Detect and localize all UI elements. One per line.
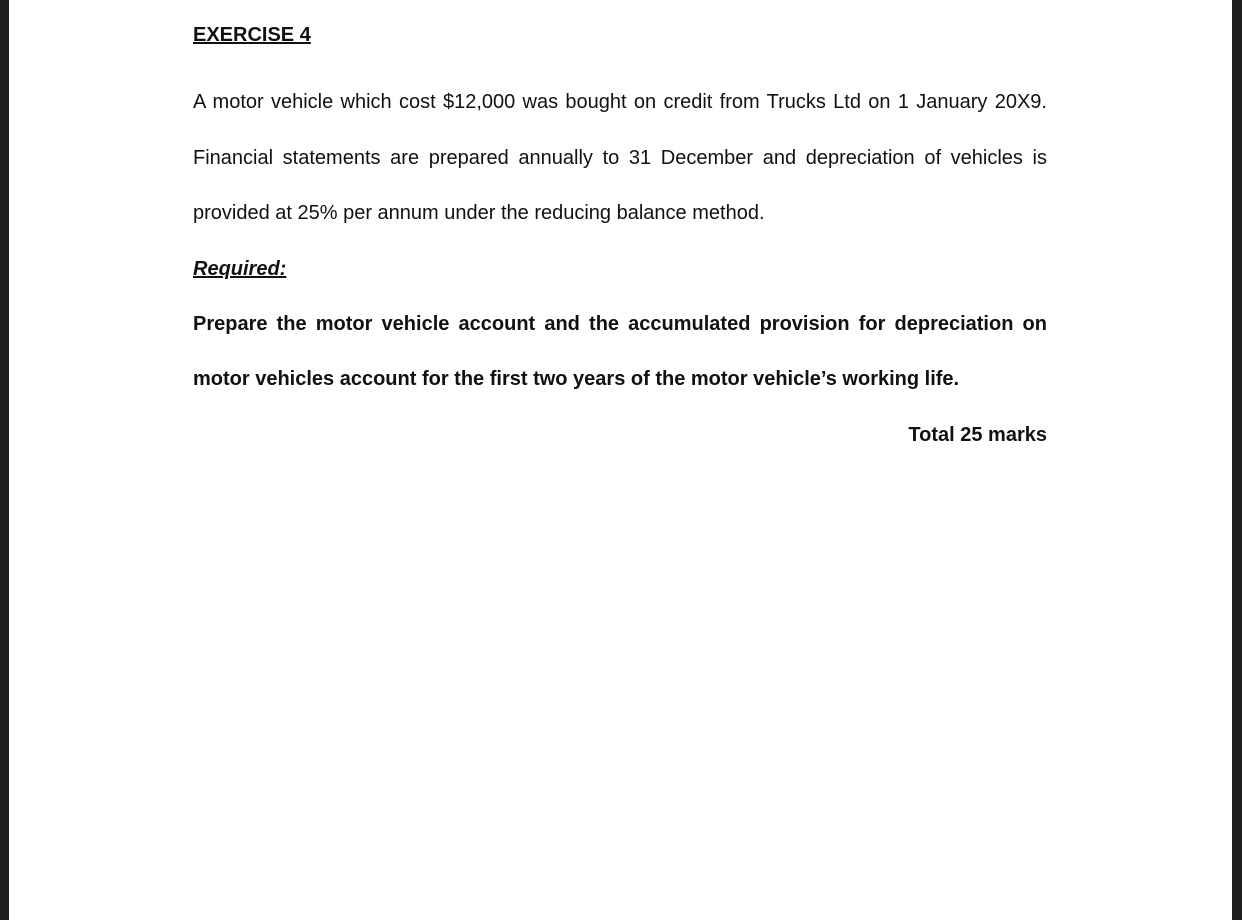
document-page <box>9 0 1232 920</box>
instruction-line-1: Prepare the motor vehicle account and the accumulated provision for depreciation on <box>193 312 1047 335</box>
paragraph-line-1: A motor vehicle which cost $12,000 was bought on credit from Trucks Ltd on 1 January 20X9. <box>193 91 1047 113</box>
exercise-paragraph <box>193 75 1047 242</box>
instruction-line-2: motor vehicles account for the first two years of the motor vehicle’s working life. <box>193 368 960 390</box>
required-label: Required: <box>193 257 287 280</box>
exercise-heading: EXERCISE 4 <box>193 24 311 46</box>
total-marks: Total 25 marks <box>908 423 1047 446</box>
paragraph-line-2: Financial statements are prepared annually to 31 December and depreciation of vehicles is <box>193 146 1047 169</box>
page-content <box>193 20 1047 463</box>
paragraph-line-3: provided at 25% per annum under the reducing balance method. <box>193 202 765 224</box>
instruction-text <box>193 297 1047 408</box>
